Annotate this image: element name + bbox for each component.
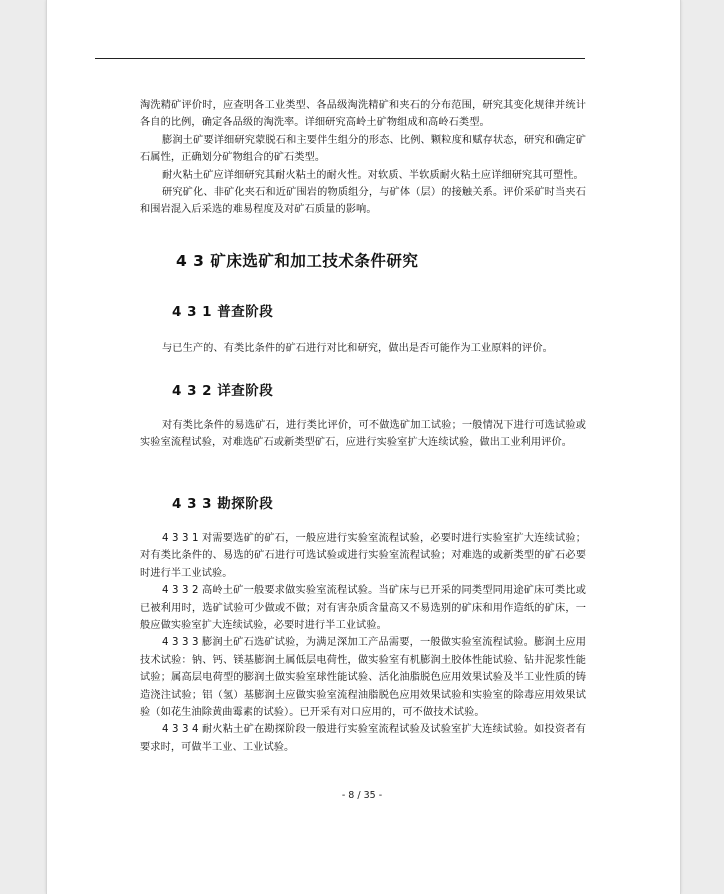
paragraph-4-3-3-2: 4 3 3 2 高岭土矿一般要求做实验室流程试验。当矿床与已开采的同类型同用途矿床可类比或已被利用时，选矿试验可少做或不做；对有害杂质含量高又不易选别的矿床和用作造纸的矿床，一般应做实验室扩大连续试验，必要时进行半工业试验。 — [140, 585, 586, 632]
header-rule — [95, 58, 585, 59]
intro-block — [140, 97, 586, 219]
paragraph-4-3-3-1: 4 3 3 1 对需要选矿的矿石，一般应进行实验室流程试验，必要时进行实验室扩大连续试验；对有类比条件的、易选的矿石进行可选试验或进行实验室流程试验；对难选的或新类型的矿石必要时进行半工业试验。 — [140, 533, 586, 579]
section-heading-4-3: 4 3 矿床选矿和加工技术条件研究 — [176, 252, 419, 270]
paragraph-4-3-3-3: 4 3 3 3 膨润土矿石选矿试验，为满足深加工产品需要，一般做实验室流程试验。膨润土应用技术试验：钠、钙、镁基膨润土属低层电荷性，做实验室有机膨润土胶体性能试验、钻井泥浆性能试验；属高层电荷型的膨润土做实验室球性能试验、活化油脂脱色应用效果试验及半工业性质的铸造浇注试验；铝（氢）基膨润土应做实验室流程油脂脱色应用效果试验和实验室的除毒应用效果试验（如花生油除黄曲霉素的试验）。已开采有对口应用的，可不做技术试验。 — [140, 637, 586, 719]
section-4-3-3-body — [140, 530, 586, 756]
section-4-3-2-body — [140, 417, 586, 452]
section-heading-4-3-2: 4 3 2 详查阶段 — [172, 383, 274, 399]
section-heading-4-3-3: 4 3 3 勘探阶段 — [172, 496, 274, 512]
page-number: - 8 / 35 - — [341, 790, 383, 801]
paragraph-general-survey: 与已生产的、有类比条件的矿石进行对比和研究，做出是否可能作为工业原料的评价。 — [162, 343, 553, 354]
paragraph-bentonite: 膨润土矿要详细研究蒙脱石和主要伴生组分的形态、比例、颗粒度和赋存状态，研究和确定矿石属性，正确划分矿物组合的矿石类型。 — [140, 134, 586, 164]
paragraph-detailed-survey: 对有类比条件的易选矿石，进行类比评价，可不做选矿加工试验；一般情况下进行可选试验或实验室流程试验，对难选矿石或新类型矿石，应进行实验室扩大连续试验，做出工业利用评价。 — [140, 420, 586, 449]
paragraph-gangue: 研究矿化、非矿化夹石和近矿围岩的物质组分，与矿体（层）的接触关系。评价采矿时当夹石和围岩混入后采选的难易程度及对矿石质量的影响。 — [140, 187, 586, 216]
paragraph-4-3-3-4: 4 3 3 4 耐火粘土矿在勘探阶段一般进行实验室流程试验及试验室扩大连续试验。如投资者有要求时，可做半工业、工业试验。 — [140, 724, 586, 753]
section-4-3-1-body — [140, 340, 586, 357]
paragraph-refractory-clay: 耐火粘土矿应详细研究其耐火粘土的耐火性。对软质、半软质耐火粘土应详细研究其可塑性。 — [162, 169, 584, 181]
paragraph-kaolin-washing: 淘洗精矿评价时，应查明各工业类型、各品级淘洗精矿和夹石的分布范围，研究其变化规律并统计各自的比例，确定各品级的淘洗率。详细研究高岭土矿物组成和高岭石类型。 — [140, 100, 586, 129]
section-heading-4-3-1: 4 3 1 普查阶段 — [172, 304, 274, 320]
